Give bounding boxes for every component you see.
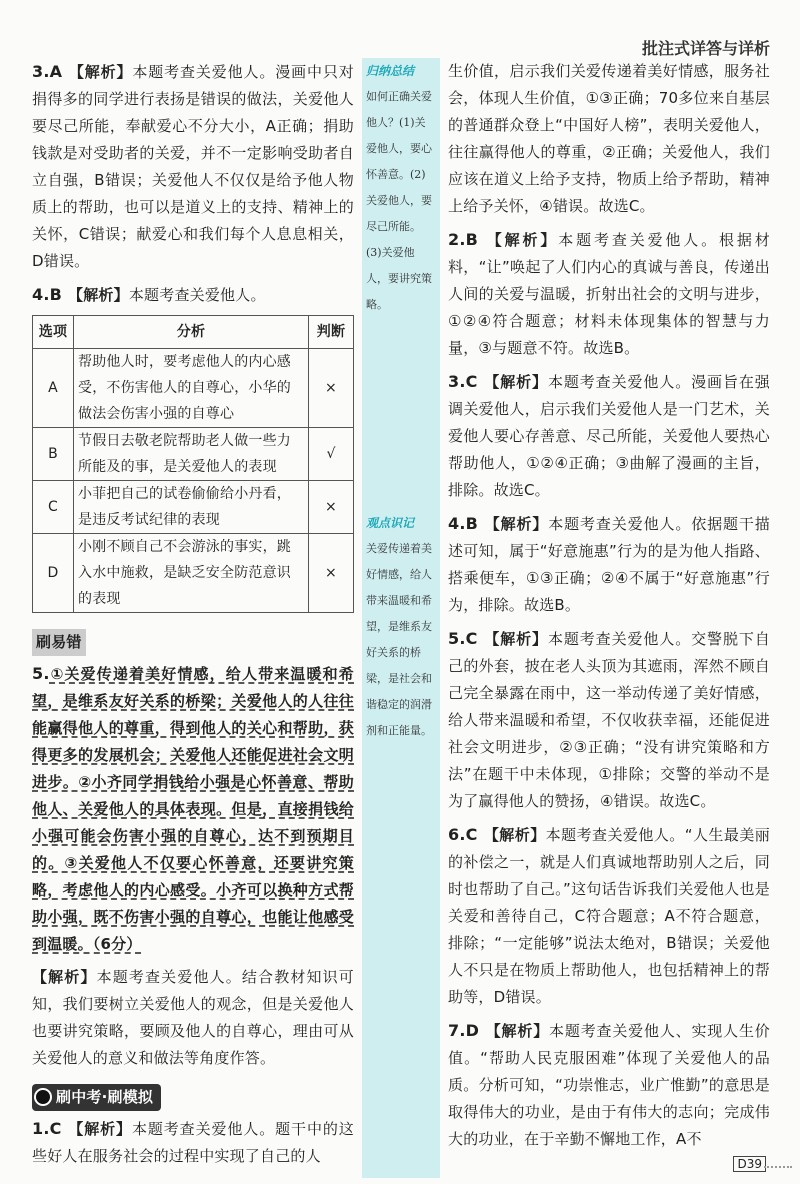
table-header: 判断: [309, 316, 354, 349]
table-header: 分析: [74, 316, 309, 349]
answer-letter: B: [465, 230, 479, 249]
table-cell: B: [33, 428, 74, 481]
table-row: [33, 481, 354, 534]
table-cell: ×: [309, 349, 354, 428]
answer-item: [32, 660, 354, 958]
side-notes: [362, 58, 440, 1178]
answer-item: [448, 625, 770, 815]
model-answer: ①关爱传递着美好情感，给人带来温暖和希望，是维系友好关系的桥梁；关爱他人的人往往能赢得他人的尊重，得到他人的关心和帮助，获得更多的发展机会；关爱他人还能促进社会文明进步。②小齐同学捐钱给小强是心怀善意、帮助他人、关爱他人的具体表现。但是，直接捐钱给小强可能会伤害小强的自尊心，达不到预期目的。③关爱他人不仅要心怀善意，还要讲究策略，考虑他人的内心感受。小齐可以换种方式帮助小强，既不伤害小强的自尊心，也能让他感受到温暖。（6分）: [32, 665, 354, 953]
answer-letter: C: [465, 629, 478, 648]
analysis-text: 本题考查关爱他人。“人生最美丽的补偿之一，就是人们真诚地帮助别人之后，同时也帮助了自己。”这句话告诉我们关爱他人也是关爱和善待自己，C符合题意；A不符合题意，排除；“一定能够”说法太绝对，B错误；关爱他人不只是在物质上帮助他人，也包括精神上的帮助等，D错误。: [448, 826, 770, 1006]
question-number: 7.: [448, 1021, 466, 1040]
table-cell: √: [309, 428, 354, 481]
table-cell: C: [33, 481, 74, 534]
page-dots: [764, 1166, 792, 1168]
note-text: 如何正确关爱他人？(1)关爱他人，要心怀善意。(2)关爱他人，要尽己所能。(3)关爱他人，要讲究策略。: [366, 90, 432, 311]
analysis-tag: 【解析】: [67, 1120, 132, 1138]
analysis-tag: 【解析】: [483, 373, 548, 391]
note-title: 归纳总结: [366, 64, 415, 78]
page-header: 批注式详答与详析: [641, 39, 770, 58]
table-cell: 小菲把自己的试卷偷偷给小丹看，是违反考试纪律的表现: [74, 481, 309, 534]
note-text: 关爱传递着美好情感，给人带来温暖和希望，是维系友好关系的桥梁，是社会和谐稳定的润滑剂和正能量。: [366, 542, 432, 737]
answer-item: [448, 226, 770, 362]
viewpoint-note: [362, 510, 440, 744]
analysis-text: 本题考查关爱他人。题干中的这些好人在服务社会的过程中实现了自己的人: [32, 1120, 354, 1165]
section-label: 刷易错: [32, 629, 86, 656]
question-number: 2.: [448, 230, 466, 249]
analysis-tag: 【解析】: [32, 968, 97, 986]
question-number: 4.: [32, 285, 50, 304]
table-row: [33, 534, 354, 613]
question-number: 1.: [32, 1119, 50, 1138]
analysis-text: 本题考查关爱他人。: [128, 286, 266, 304]
analysis-text: 本题考查关爱他人。漫画中只对捐得多的同学进行表扬是错误的做法，关爱他人要尽己所能，奉献爱心不分大小，A正确；捐助钱款是对受助者的关爱，并不一定影响受助者自立自强，B错误；关爱他人不仅仅是给予他人物质上的帮助，也可以是道义上的支持、精神上的关怀，C错误；献爱心和我们每个人息息相关，D错误。: [32, 63, 354, 270]
table-cell: ×: [309, 481, 354, 534]
analysis-text: 本题考查关爱他人。交警脱下自己的外套，披在老人头顶为其遮雨，浑然不顾自己完全暴露在雨中，这一举动传递了美好情感，给人带来温暖和希望，不仅收获幸福，还能促进社会文明进步，②③正确；“没有讲究策略和方法”在题干中未体现，①排除；交警的举动不是为了赢得他人的赞扬，④错误。故选C。: [448, 630, 770, 810]
table-cell: 节假日去敬老院帮助老人做一些力所能及的事，是关爱他人的表现: [74, 428, 309, 481]
answer-continuation: 生价值，启示我们关爱传递着美好情感，服务社会，体现人生价值，①③正确；70多位来自基层的普通群众登上“中国好人榜”，表明关爱他人，往往赢得他人的尊重，②正确；关爱他人，我们应该在道义上给予支持，物质上给予帮助，精神上给予关怀，④错误。故选C。: [448, 62, 770, 215]
analysis-text: 本题考查关爱他人。结合教材知识可知，我们要树立关爱他人的观念，但是关爱他人也要讲究策略，要顾及他人的自尊心，理由可从关爱他人的意义和做法等角度作答。: [32, 968, 354, 1067]
analysis-tag: 【解析】: [68, 63, 133, 81]
answer-item: [448, 821, 770, 1011]
table-cell: 小刚不顾自己不会游泳的事实，跳入水中施救，是缺乏安全防范意识的表现: [74, 534, 309, 613]
answer-letter: B: [49, 285, 63, 304]
analysis-tag: 【解析】: [68, 286, 129, 304]
analysis-tag: 【解析】: [484, 231, 559, 249]
note-title: 观点识记: [366, 516, 415, 530]
question-number: 6.: [448, 825, 466, 844]
analysis-text: 本题考查关爱他人、实现人生价值。“帮助人民克服困难”体现了关爱他人的品质。分析可知，“功崇惟志，业广惟勤”的意思是取得伟大的功业，是由于有伟大的志向；完成伟大的功业，在于辛勤不懈地工作，A不: [448, 1022, 770, 1148]
page-number: D39: [733, 1156, 766, 1172]
analysis-tag: 【解析】: [483, 630, 548, 648]
question-number: 3.: [32, 62, 50, 81]
answer-item: [32, 281, 354, 309]
right-column: [448, 58, 770, 1159]
answer-letter: C: [465, 372, 478, 391]
analysis-text: 本题考查关爱他人。依据题干描述可知，属于“好意施惠”行为的是为他人指路、搭乘便车，①③正确；②④不属于“好意施惠”行为，排除。故选B。: [448, 515, 770, 614]
analysis-tag: 【解析】: [485, 1022, 550, 1040]
answer-letter: B: [465, 514, 479, 533]
answer-item: [32, 58, 354, 275]
answer-item: [32, 1115, 354, 1170]
table-row: [33, 349, 354, 428]
answer-letter: C: [49, 1119, 62, 1138]
analysis-table: [32, 315, 354, 613]
left-column: [32, 58, 354, 1176]
answer-item: [448, 510, 770, 619]
table-header: 选项: [33, 316, 74, 349]
summary-note: [362, 58, 440, 318]
question-number: 5.: [32, 664, 50, 683]
table-cell: 帮助他人时，要考虑他人的内心感受，不伤害他人的自尊心，小华的做法会伤害小强的自尊心: [74, 349, 309, 428]
answer-item: [32, 964, 354, 1072]
section-banner: 刷中考·刷模拟: [32, 1084, 161, 1111]
analysis-tag: 【解析】: [483, 826, 546, 844]
table-cell: ×: [309, 534, 354, 613]
question-number: 4.: [448, 514, 466, 533]
answer-letter: A: [49, 62, 63, 81]
analysis-text: 本题考查关爱他人。根据材料，“让”唤起了人们内心的真诚与善良，传递出人间的关爱与温暖，折射出社会的文明与进步，①②④符合题意；材料未体现集体的智慧与力量，③与题意不符。故选B。: [448, 231, 770, 357]
question-number: 5.: [448, 629, 466, 648]
analysis-text: 本题考查关爱他人。漫画旨在强调关爱他人，启示我们关爱他人是一门艺术，关爱他人要心存善意、尽己所能，关爱他人要热心帮助他人，①②④正确；③曲解了漫画的主旨，排除。故选C。: [448, 373, 770, 499]
table-cell: D: [33, 534, 74, 613]
question-number: 3.: [448, 372, 466, 391]
analysis-tag: 【解析】: [484, 515, 549, 533]
answer-letter: C: [465, 825, 478, 844]
table-cell: A: [33, 349, 74, 428]
answer-letter: D: [465, 1021, 480, 1040]
answer-item: [448, 368, 770, 504]
table-row: [33, 428, 354, 481]
answer-item: [448, 1017, 770, 1153]
